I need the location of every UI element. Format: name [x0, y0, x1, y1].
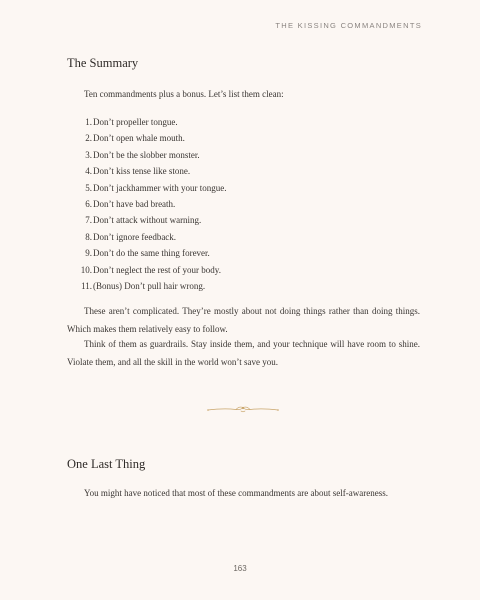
list-item [0, 163, 480, 179]
list-text: Don’t open whale mouth. [93, 133, 185, 144]
list-number: 2. [85, 133, 92, 144]
list-item [0, 147, 480, 163]
section-divider-ornament-icon [206, 403, 280, 415]
list-item [0, 114, 480, 130]
list-item [0, 130, 480, 146]
list-text: Don’t neglect the rest of your body. [93, 264, 221, 275]
list-number: 9. [85, 248, 92, 259]
list-item [0, 262, 480, 278]
body-paragraph: These aren’t complicated. They’re mostly about not doing things rather than doing things. Which makes them relatively easy to follow. [67, 306, 420, 334]
list-text: Don’t do the same thing forever. [93, 248, 210, 259]
list-number: 5. [85, 182, 92, 193]
intro-paragraph: Ten commandments plus a bonus. Let’s list them clean: [84, 89, 284, 99]
body-paragraph: Think of them as guardrails. Stay inside them, and your technique will have room to shine. Violate them, and all the skill in the world won’t save you. [67, 339, 420, 367]
list-number: 8. [85, 231, 92, 242]
list-text: Don’t ignore feedback. [93, 231, 177, 242]
running-head: THE KISSING COMMANDMENTS [275, 21, 422, 30]
list-number: 4. [85, 166, 92, 177]
list-item [0, 196, 480, 212]
list-number: 7. [85, 215, 92, 226]
list-number: 11. [81, 280, 92, 291]
list-text: Don’t be the slobber monster. [93, 149, 200, 160]
list-text: Don’t attack without warning. [93, 215, 202, 226]
list-text: Don’t have bad breath. [93, 198, 176, 209]
list-item [0, 180, 480, 196]
list-item [0, 212, 480, 228]
list-text: (Bonus) Don’t pull hair wrong. [93, 280, 206, 291]
section-heading-one-last-thing: One Last Thing [67, 457, 146, 471]
body-paragraph: You might have noticed that most of these commandments are about self-awareness. [84, 488, 389, 498]
list-number: 3. [85, 149, 92, 160]
list-number: 1. [85, 117, 92, 127]
list-item [0, 229, 480, 245]
list-item [0, 245, 480, 261]
list-number: 10. [80, 264, 92, 275]
page-number: 163 [233, 564, 247, 573]
list-number: 6. [85, 198, 92, 209]
section-heading-summary: The Summary [67, 56, 139, 70]
commandment-list [0, 114, 480, 294]
list-text: Don’t kiss tense like stone. [93, 166, 191, 177]
list-item [0, 278, 480, 294]
list-text: Don’t propeller tongue. [93, 117, 178, 127]
list-text: Don’t jackhammer with your tongue. [93, 182, 227, 193]
